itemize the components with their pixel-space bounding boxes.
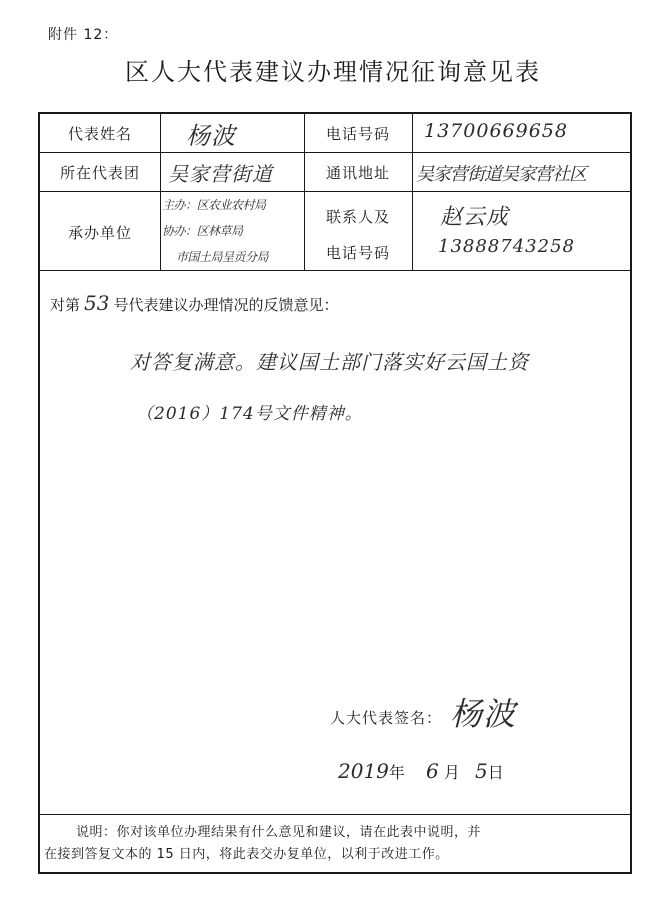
handling-unit-line: 主办：区农业农村局 bbox=[162, 198, 266, 212]
row-divider bbox=[40, 270, 630, 271]
column-divider bbox=[160, 114, 161, 270]
row-divider bbox=[40, 191, 630, 192]
feedback-label bbox=[50, 291, 338, 315]
handling-unit-line: 协办：区林草局 bbox=[162, 224, 243, 238]
page-title: 区人大代表建议办理情况征询意见表 bbox=[125, 58, 541, 86]
address-value: 吴家营街道吴家营社区 bbox=[416, 164, 586, 185]
delegation-label: 所在代表团 bbox=[59, 164, 140, 182]
date-day-unit: 日 bbox=[487, 763, 504, 782]
contact-label: 联系人及 bbox=[325, 208, 390, 226]
date-day: 5 bbox=[474, 759, 488, 783]
form-table bbox=[38, 112, 632, 874]
column-divider bbox=[412, 114, 413, 270]
signature-date bbox=[338, 759, 504, 783]
attachment-label: 附件 12： bbox=[48, 27, 119, 43]
handling-unit-line: 市国土局呈贡分局 bbox=[176, 250, 269, 264]
feedback-line: 对答复满意。建议国土部门落实好云国土资 bbox=[130, 350, 529, 374]
date-month-unit: 月 bbox=[443, 763, 460, 782]
phone-label: 电话号码 bbox=[325, 125, 390, 143]
note-line-2: 在接到答复文本的 15 日内，将此表交办复单位，以利于改进工作。 bbox=[44, 847, 449, 862]
feedback-suffix: 号代表建议办理情况的反馈意见： bbox=[113, 296, 339, 314]
phone-value: 13700669658 bbox=[424, 120, 568, 142]
feedback-line: （2016）174号文件精神。 bbox=[136, 404, 363, 424]
signature-label: 人大代表签名： bbox=[330, 709, 443, 727]
instructions-note bbox=[40, 814, 630, 873]
handling-unit-label: 承办单位 bbox=[67, 224, 132, 242]
rep-name-label: 代表姓名 bbox=[67, 125, 132, 143]
note-line-1: 说明：你对该单位办理结果有什么意见和建议，请在此表中说明，并 bbox=[76, 825, 482, 840]
contact-phone-value: 13888743258 bbox=[438, 236, 575, 257]
delegation-value: 吴家营街道 bbox=[168, 162, 273, 186]
date-year: 2019 bbox=[338, 759, 389, 783]
date-month: 6 bbox=[426, 759, 439, 783]
address-label: 通讯地址 bbox=[325, 164, 390, 182]
contact-phone-label: 电话号码 bbox=[325, 244, 390, 262]
signature-handwritten: 杨波 bbox=[450, 695, 517, 733]
feedback-prefix: 对第 bbox=[50, 296, 81, 314]
suggestion-number: 53 bbox=[84, 291, 110, 315]
contact-name-value: 赵云成 bbox=[440, 205, 510, 230]
rep-name-value: 杨波 bbox=[186, 122, 236, 150]
date-year-unit: 年 bbox=[388, 763, 405, 782]
row-divider bbox=[40, 152, 630, 153]
